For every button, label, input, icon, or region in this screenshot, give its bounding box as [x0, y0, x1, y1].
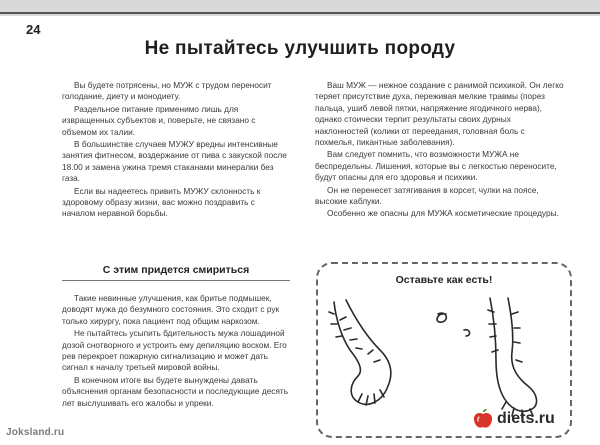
right-paragraph: Ваш МУЖ — нежное создание с ранимой психикой. Он легко теряет присутствие духа, переживая мелкие травмы (порез пальца, ушиб левой пятки, напряжение ягодичного нерва), однако стоически терпит результаты своих дурных наклонностей (колики от переедания, головная боль с похмелья, пикантные заболевания). — [315, 80, 564, 148]
section-paragraph: Такие невинные улучшения, как бритье подмышек, доводят мужа до безумного состояния. Это сходит с рук только хирургу, пока пациент под общим наркозом. — [62, 293, 280, 326]
section-heading — [62, 264, 290, 281]
apple-icon — [472, 408, 494, 430]
left-column — [62, 80, 290, 221]
right-paragraph: Вам следует помнить, что возможности МУЖА не беспредельны. Лишения, которые вы с легкостью переносите, будут опасны для его здоровья и психики. — [315, 149, 557, 183]
left-paragraph: В большинстве случаев МУЖУ вредны интенсивные занятия фитнесом, воздержание от пива с закуской после 18.00 и замена ужина тремя стаканами минералки без газа. — [62, 139, 287, 184]
illustration-title: Оставьте как есть! — [395, 274, 493, 286]
section-heading-text: С этим придется смириться — [102, 264, 250, 276]
right-paragraph: Он не перенесет затягивания в корсет, чулки на поясе, высокие каблуки. — [315, 184, 539, 207]
page-title: Не пытайтесь улучшить породу — [144, 38, 456, 59]
page-number: 24 — [26, 22, 41, 37]
watermark-right — [472, 408, 555, 430]
left-paragraph: Раздельное питание применимо лишь для извращенных субъектов и, поверьте, не связано с объемом их талии. — [62, 103, 256, 137]
right-paragraph: Особенно же опасны для МУЖА косметические процедуры. — [327, 208, 559, 219]
watermark-right-text: diets.ru — [497, 410, 555, 427]
left-paragraph: Вы будете потрясены, но МУЖ с трудом переносит голодание, диету и монодиету. — [62, 80, 272, 102]
left-paragraph: Если вы надеетесь привить МУЖУ склонность к здоровому образу жизни, вас можно поздравить с началом неравной борьбы. — [62, 185, 261, 219]
watermark-left: Joksland.ru — [6, 427, 65, 438]
section-paragraph: В конечном итоге вы будете вынуждены давать объяснения органам безопасности и последующие десять лет выслушивать его жалобы и упреки. — [62, 374, 289, 408]
section-paragraph: Не пытайтесь усыпить бдительность мужа лошадиной дозой снотворного и устроить ему депиляцию воском. Его рев перекроет пожарную сигнализацию и может дать сигнал к началу третьей мировой войны. — [62, 328, 287, 373]
section-body — [62, 293, 290, 410]
section-heading-underline — [62, 280, 290, 281]
right-column — [315, 80, 565, 221]
top-rule — [0, 0, 600, 16]
